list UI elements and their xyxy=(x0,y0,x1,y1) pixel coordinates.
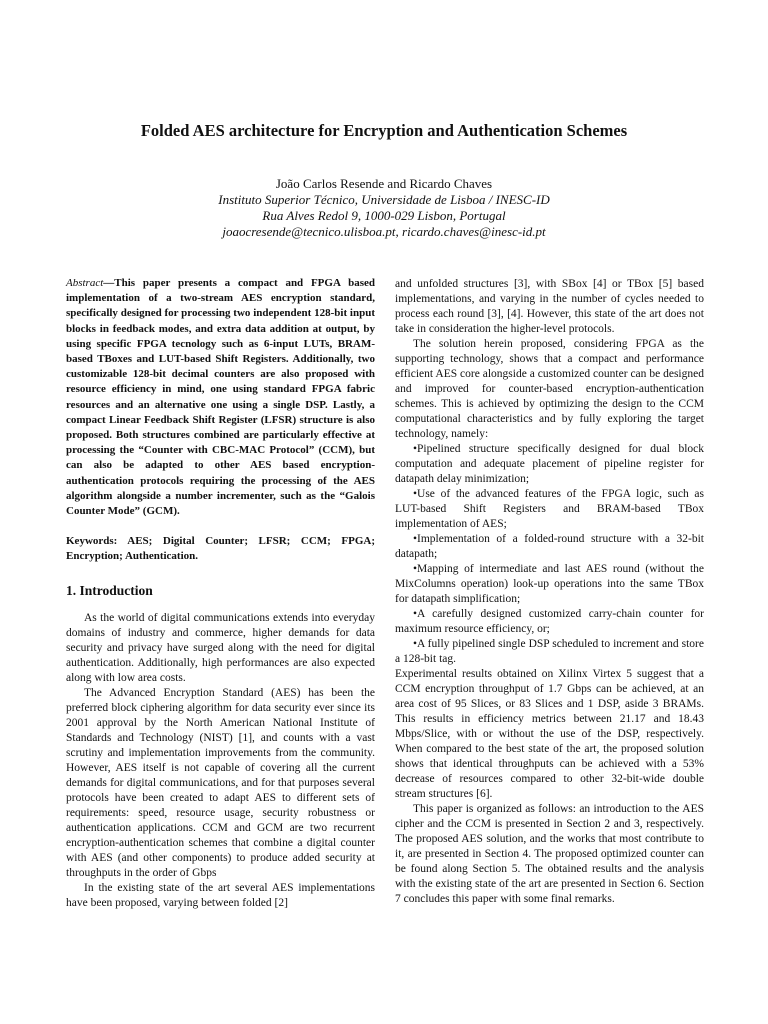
contribution-bullet: •Implementation of a folded-round structure with a 32-bit datapath; xyxy=(395,533,704,560)
contribution-bullet: •Use of the advanced features of the FPGA logic, such as LUT-based Shift Registers and BRAM-based TBox implementation of AES; xyxy=(395,488,704,530)
contribution-bullet: •Mapping of intermediate and last AES round (without the MixColumns operation) look-up operations into the same TBox for datapath simplification; xyxy=(395,563,704,605)
intro-paragraph-2: The Advanced Encryption Standard (AES) has been the preferred block ciphering algorithm for data security ever since its 2001 approval by the North American National Institute of Standards and Technology (NIST) [1], and counts with a vast scrutiny and implementation improvements from the community. However, AES itself is not capable of covering all the current demands for digital communications, and for that purposes several protocols have been created to adapt AES to different sets of requirements: speed, resource usage, security robustness or authentication applications. CCM and GCM are two recurrent encryption-authentication schemes that combine a digital counter with AES (and other components) to produce added security at throughputs in the order of Gbps xyxy=(66,686,375,879)
results-paragraph: Experimental results obtained on Xilinx Virtex 5 suggest that a CCM encryption throughput of 1.7 Gbps can be achieved, at an area cost of 95 Slices, or 83 Slices and 1 DSP, aside 3 BRAMs. This results in efficiency metrics between 21.17 and 18.43 Mbps/Slice, with or without the use of the DSP, respectively. When compared to the best state of the art, the proposed solution shows that identical throughputs can be achieved with a 53% decrease of resources compared to other 32-bit-wide double stream structures [6]. xyxy=(395,668,704,800)
abstract-label: Abstract xyxy=(66,277,104,289)
right-column xyxy=(395,277,704,907)
intro-paragraph-3: In the existing state of the art several AES implementations have been proposed, varying between folded [2] xyxy=(66,881,375,909)
organization-paragraph: This paper is organized as follows: an introduction to the AES cipher and the CCM is presented in Section 2 and 3, respectively. The proposed AES solution, and the works that most contribute to it, are presented in Section 4. The proposed optimized counter can be found along Section 5. The obtained results and the analysis with the existing state of the art are presented in Section 6. Section 7 concludes this paper with some final remarks. xyxy=(395,803,704,905)
author-emails: joaocresende@tecnico.ulisboa.pt, ricardo.chaves@inesc-id.pt xyxy=(222,224,546,239)
section-heading-introduction: 1. Introduction xyxy=(66,582,153,598)
abstract xyxy=(66,276,375,519)
abstract-text: —This paper presents a compact and FPGA based implementation of a two-stream AES encryption standard, specifically designed for processing two independent 128-bit input blocks in feedback modes, and extra data addition at output, by using specific FPGA tecnology such as 6-input LUTs, BRAM-based TBoxes and LUT-based Shift Registers. Additionally, two customizable 128-bit decimal counters are also proposed with resource efficiency in mind, one using standard FPGA fabric resources and an alternative one using a single DSP. Lastly, a compact Linear Feedback Shift Register (LFSR) structure is also proposed. Both structures combined are particularly effective at processing the “Counter with CBC-MAC Protocol” (CCM), but can also be adapted to other AES based encryption-authentication protocols requiring the processing of the AES algorithm alongside a number incrementer, such as the “Galois Counter Mode” (GCM). xyxy=(66,277,375,518)
contribution-bullet: •Pipelined structure specifically designed for dual block computation and adequate placement of pipeline register for datapath delay minimization; xyxy=(395,443,704,485)
contribution-bullet: •A fully pipelined single DSP scheduled to increment and store a 128-bit tag. xyxy=(395,638,704,665)
right-paragraph-1: and unfolded structures [3], with SBox [4] or TBox [5] based implementations, and varying in the number of cycles needed to process each round [3], [4]. However, this state of the art does not take in consideration the higher-level protocols. xyxy=(395,278,704,335)
affiliation: Instituto Superior Técnico, Universidade de Lisboa / INESC-ID xyxy=(218,192,550,207)
keywords: Keywords: AES; Digital Counter; LFSR; CCM; FPGA; Encryption; Authentication. xyxy=(66,535,375,563)
intro-paragraph-1: As the world of digital communications extends into everyday domains of industry and commerce, higher demands for data security and privacy have surged along with the need for digital authentication. Additionally, high performances are also expected along with low area costs. xyxy=(66,611,375,684)
paper-title: Folded AES architecture for Encryption and Authentication Schemes xyxy=(140,121,628,140)
left-column xyxy=(66,276,375,911)
right-paragraph-2: The solution herein proposed, considering FPGA as the supporting technology, shows that a compact and performance efficient AES core alongside a customized counter can be designed and improved for counter-based encryption-authentication schemes. This is achieved by optimizing the design to the CCM computational characteristics and by fully exploring the target technology, namely: xyxy=(395,338,704,440)
author-block xyxy=(0,176,768,240)
contribution-bullet: •A carefully designed customized carry-chain counter for maximum resource efficiency, or; xyxy=(395,608,704,635)
address: Rua Alves Redol 9, 1000-029 Lisbon, Portugal xyxy=(262,208,506,223)
author-names: João Carlos Resende and Ricardo Chaves xyxy=(275,176,493,191)
